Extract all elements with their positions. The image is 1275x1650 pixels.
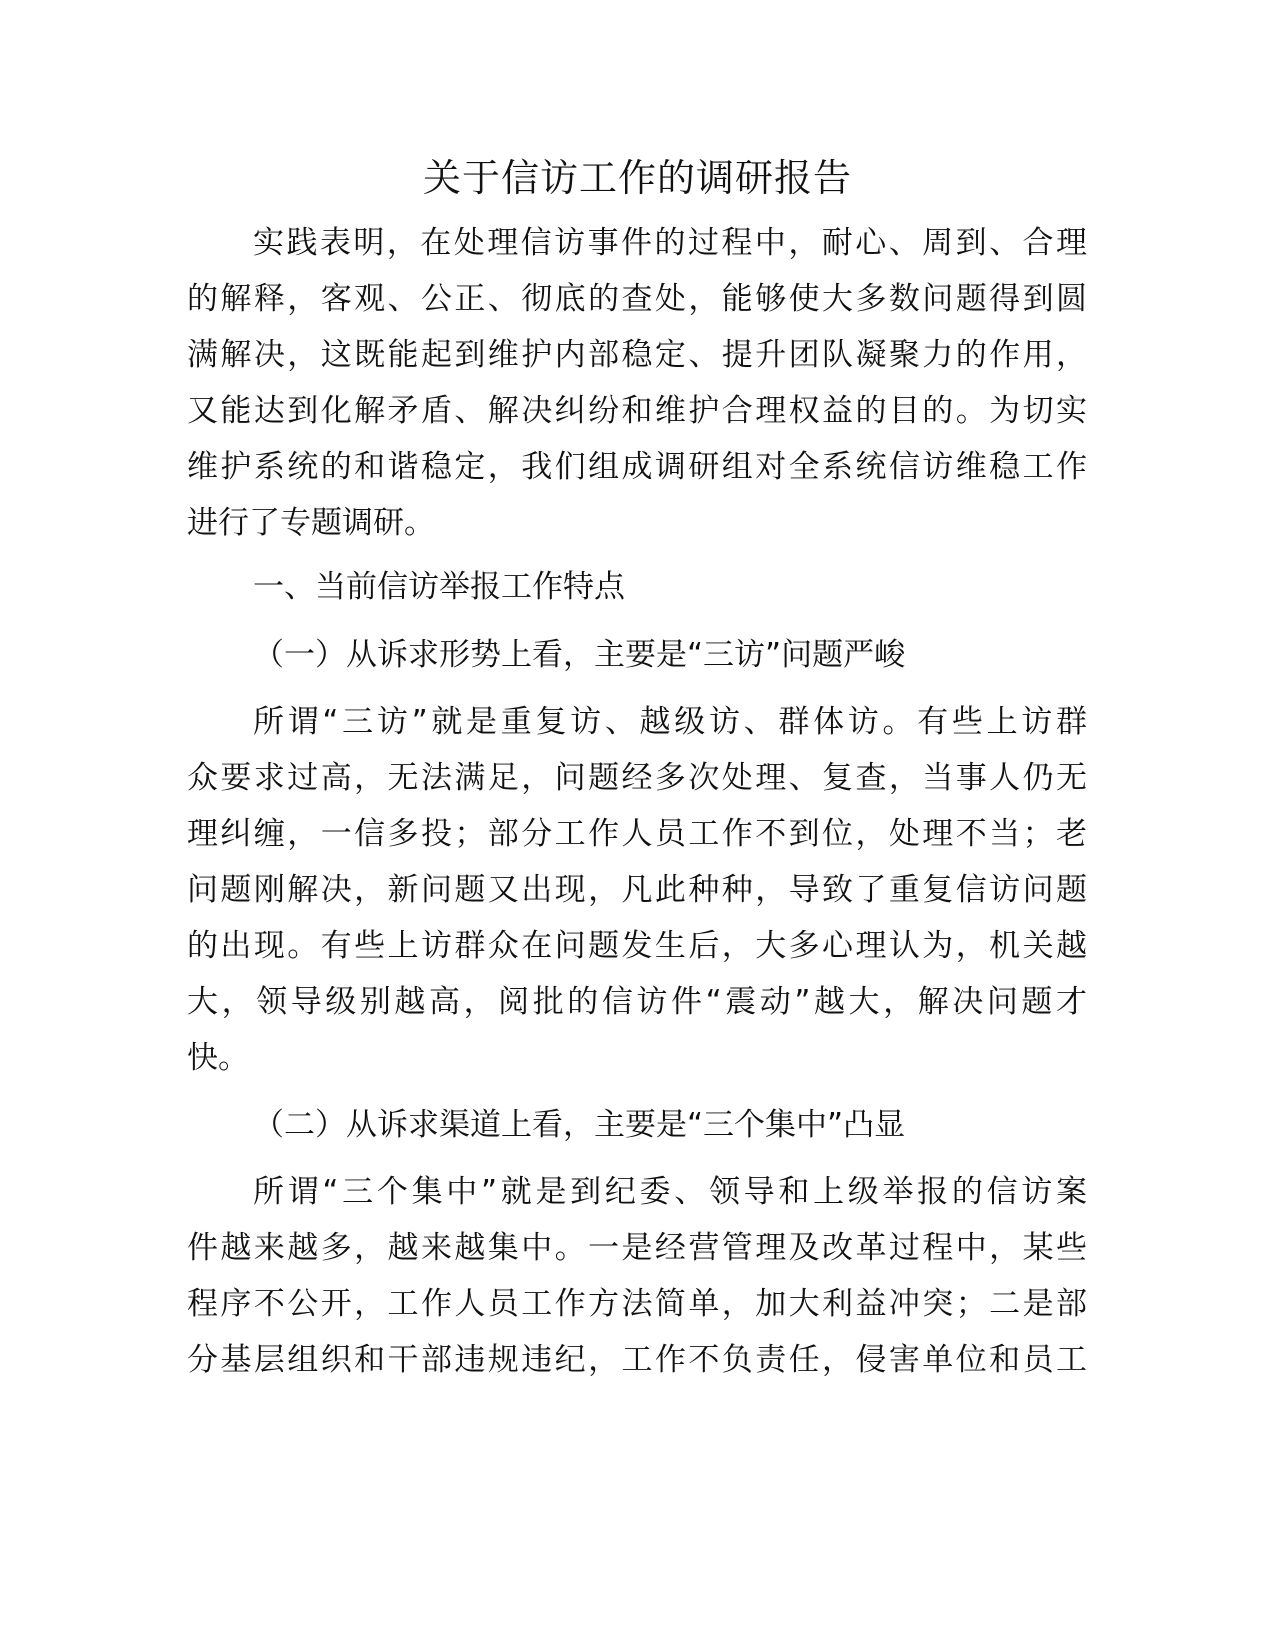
paragraph-line: 实践表明，在处理信访事件的过程中，耐心、周到、合理 xyxy=(253,225,1087,261)
paragraph-line: 所谓“三个集中”就是到纪委、领导和上级举报的信访案 xyxy=(253,1174,1087,1210)
paragraph-line: 理纠缠，一信多投；部分工作人员工作不到位，处理不当；老 xyxy=(187,816,1087,852)
paragraph-line: 进行了专题调研。 xyxy=(187,505,435,541)
paragraph-line: 的解释，客观、公正、彻底的查处，能够使大多数问题得到圆 xyxy=(187,281,1087,317)
paragraph-line: 的出现。有些上访群众在问题发生后，大多心理认为，机关越 xyxy=(187,928,1087,964)
paragraph-line: 所谓“三访”就是重复访、越级访、群体访。有些上访群 xyxy=(253,704,1087,740)
subsection-heading: （二）从诉求渠道上看，主要是“三个集中”凸显 xyxy=(253,1107,906,1143)
paragraph-line: 大，领导级别越高，阅批的信访件“震动”越大，解决问题才 xyxy=(187,984,1087,1020)
paragraph-line: 满解决，这既能起到维护内部稳定、提升团队凝聚力的作用， xyxy=(187,337,1087,373)
document-title: 关于信访工作的调研报告 xyxy=(422,156,852,200)
paragraph-line: 众要求过高，无法满足，问题经多次处理、复查，当事人仍无 xyxy=(187,760,1087,796)
paragraph-line: 维护系统的和谐稳定，我们组成调研组对全系统信访维稳工作 xyxy=(187,449,1087,485)
section-heading: 一、当前信访举报工作特点 xyxy=(253,569,625,605)
paragraph-line: 件越来越多，越来越集中。一是经营管理及改革过程中，某些 xyxy=(187,1230,1087,1266)
subsection-heading: （一）从诉求形势上看，主要是“三访”问题严峻 xyxy=(253,637,906,673)
paragraph-line: 又能达到化解矛盾、解决纠纷和维护合理权益的目的。为切实 xyxy=(187,393,1087,429)
paragraph-line: 快。 xyxy=(187,1040,249,1076)
paragraph-line: 问题刚解决，新问题又出现，凡此种种，导致了重复信访问题 xyxy=(187,872,1087,908)
paragraph-line: 分基层组织和干部违规违纪，工作不负责任，侵害单位和员工 xyxy=(187,1342,1087,1378)
paragraph-line: 程序不公开，工作人员工作方法简单，加大利益冲突；二是部 xyxy=(187,1286,1087,1322)
